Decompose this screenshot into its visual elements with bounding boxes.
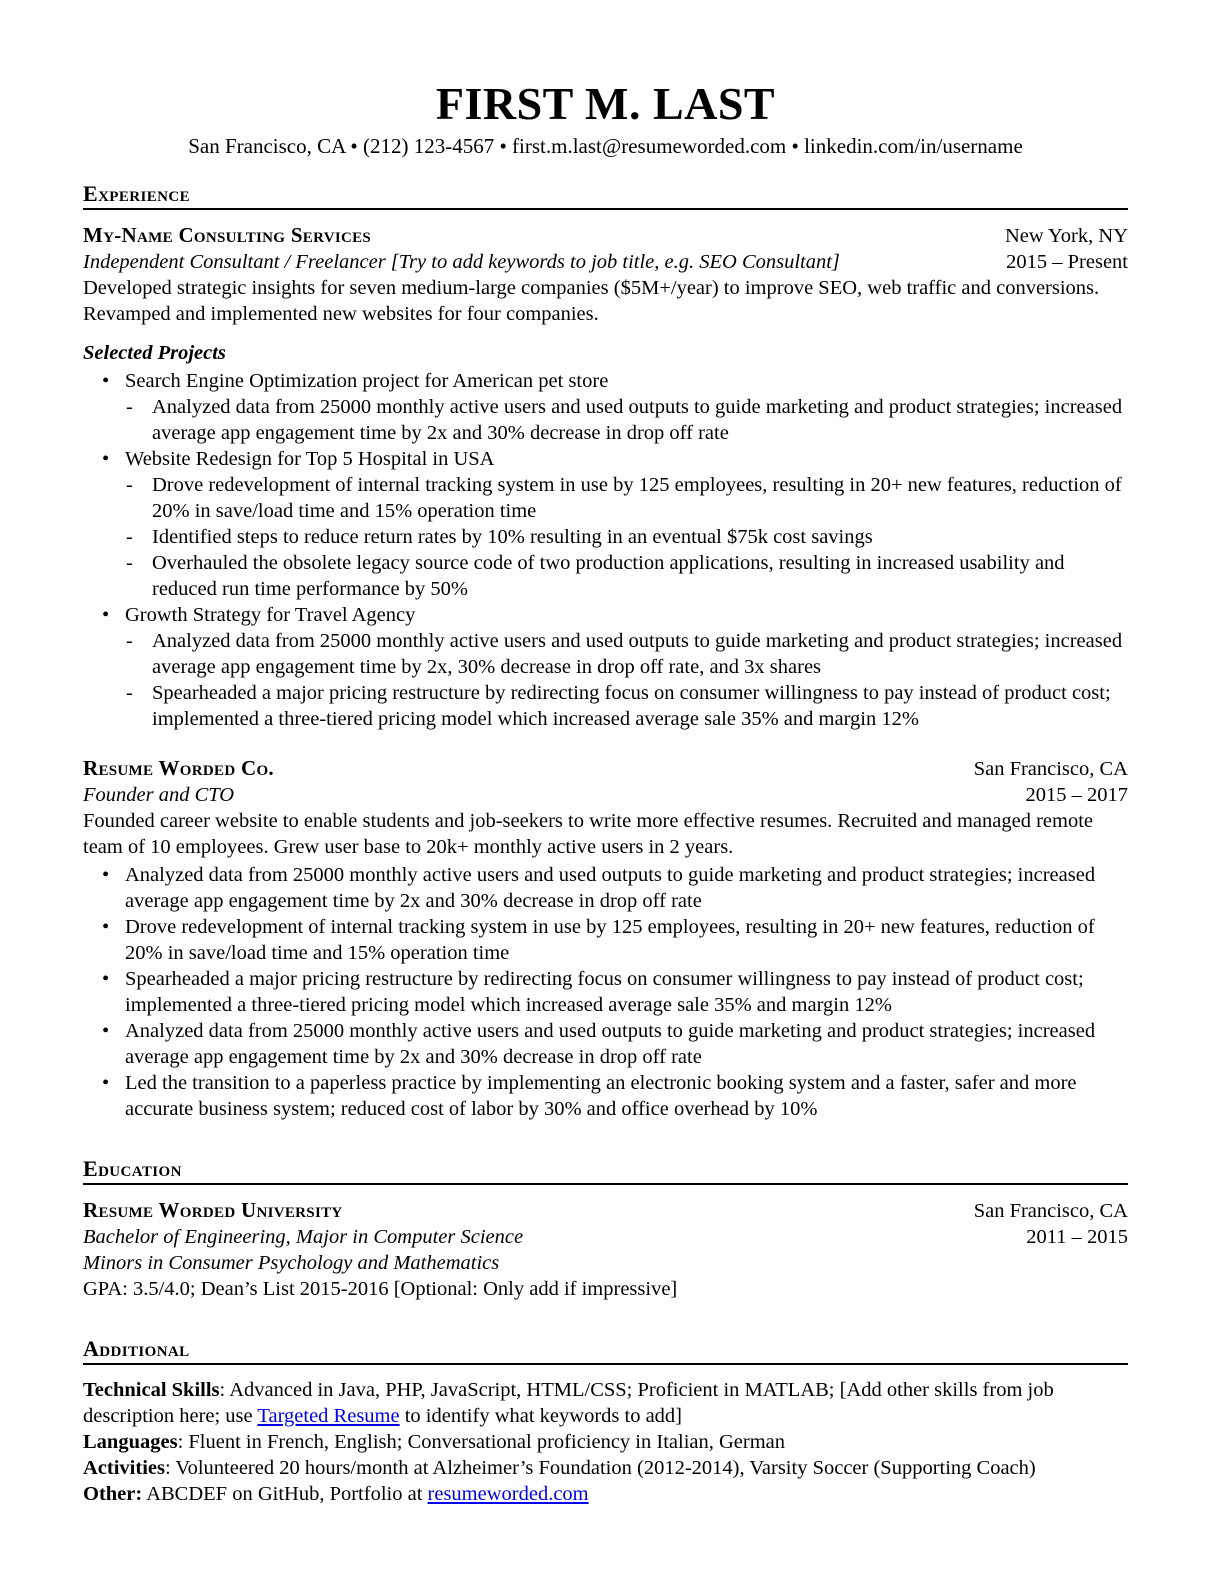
school-name: Resume Worded University bbox=[83, 1198, 343, 1222]
education-dates: 2011 – 2015 bbox=[1026, 1226, 1128, 1248]
bullet-item: • Analyzed data from 25000 monthly active users and used outputs to guide marketing and product strategies; increased average app engagement time by 2x and 30% decrease in drop off rate bbox=[83, 862, 1128, 914]
school-location: San Francisco, CA bbox=[973, 1200, 1128, 1222]
project-details bbox=[125, 628, 1128, 732]
person-name: FIRST M. LAST bbox=[435, 78, 776, 129]
project-item bbox=[83, 368, 1128, 446]
activities-line bbox=[83, 1455, 1128, 1481]
job-title-row bbox=[83, 782, 1128, 808]
languages-line bbox=[83, 1429, 1128, 1455]
project-details bbox=[125, 394, 1128, 446]
detail-item: - Overhauled the obsolete legacy source code of two production applications, resulting in increased usability and reduced run time performance by 50% bbox=[125, 550, 1128, 602]
project-title: • Search Engine Optimization project for American pet store bbox=[125, 370, 609, 392]
job-location: New York, NY bbox=[1004, 225, 1128, 247]
job-bullets bbox=[83, 862, 1128, 1122]
experience-section bbox=[83, 181, 1128, 1122]
project-title: • Growth Strategy for Travel Agency bbox=[125, 604, 416, 626]
degree: Bachelor of Engineering, Major in Computer Science bbox=[83, 1226, 524, 1248]
school-row bbox=[83, 1197, 1128, 1224]
job-dates: 2015 – Present bbox=[1006, 251, 1128, 273]
activities-text: : Volunteered 20 hours/month at Alzheimer’s Foundation (2012-2014), Varsity Soccer (Supporting Coach) bbox=[164, 1457, 1036, 1479]
job-entry-resume-worded bbox=[83, 755, 1128, 1122]
other-label: Other: bbox=[83, 1483, 143, 1505]
job-summary: Developed strategic insights for seven medium-large companies ($5M+/year) to improve SEO, web traffic and conversions. Revamped and implemented new websites for four companies. bbox=[83, 277, 1100, 325]
additional-heading: Additional bbox=[83, 1336, 1128, 1365]
degree-row bbox=[83, 1224, 1128, 1250]
project-item bbox=[83, 446, 1128, 602]
detail-item: - Analyzed data from 25000 monthly active users and used outputs to guide marketing and product strategies; increased average app engagement time by 2x, 30% decrease in drop off rate, and 3x shares bbox=[125, 628, 1128, 680]
job-location: San Francisco, CA bbox=[973, 758, 1128, 780]
languages-text: : Fluent in French, English; Conversational proficiency in Italian, German bbox=[177, 1431, 786, 1453]
company-name: Resume Worded Co. bbox=[83, 756, 274, 780]
job-title: Founder and CTO bbox=[83, 784, 235, 806]
bullet-item: • Analyzed data from 25000 monthly active users and used outputs to guide marketing and product strategies; increased average app engagement time by 2x and 30% decrease in drop off rate bbox=[83, 1018, 1128, 1070]
experience-heading: Experience bbox=[83, 181, 1128, 210]
job-company-row bbox=[83, 222, 1128, 249]
other-text: ABCDEF on GitHub, Portfolio at bbox=[142, 1483, 428, 1505]
detail-item: - Analyzed data from 25000 monthly active users and used outputs to guide marketing and product strategies; increased average app engagement time by 2x and 30% decrease in drop off rate bbox=[125, 394, 1128, 446]
contact-line: San Francisco, CA • (212) 123-4567 • first.m.last@resumeworded.com • linkedin.com/in/username bbox=[188, 134, 1023, 158]
minors: Minors in Consumer Psychology and Mathematics bbox=[83, 1252, 500, 1274]
activities-label: Activities bbox=[83, 1457, 165, 1479]
selected-projects-heading: Selected Projects bbox=[83, 342, 226, 364]
education-section bbox=[83, 1156, 1128, 1302]
job-summary: Founded career website to enable students and job-seekers to write more effective resumes. Recruited and managed remote team of 10 employees. Grew user base to 20k+ monthly active users in 2 years. bbox=[83, 810, 1094, 858]
languages-label: Languages bbox=[83, 1431, 178, 1453]
technical-skills-line bbox=[83, 1377, 1128, 1429]
detail-item: - Identified steps to reduce return rates by 10% resulting in an eventual $75k cost savings bbox=[125, 524, 1128, 550]
education-heading: Education bbox=[83, 1156, 1128, 1185]
job-dates: 2015 – 2017 bbox=[1025, 784, 1128, 806]
project-title: • Website Redesign for Top 5 Hospital in USA bbox=[125, 448, 495, 470]
bullet-item: • Spearheaded a major pricing restructure by redirecting focus on consumer willingness to pay instead of product cost; implemented a three-tiered pricing model which increased average sale 35% and margin 12% bbox=[83, 966, 1128, 1018]
bullet-item: • Led the transition to a paperless practice by implementing an electronic booking system and a faster, safer and more accurate business system; reduced cost of labor by 30% and office overhead by 10% bbox=[83, 1070, 1128, 1122]
job-entry-consulting bbox=[83, 222, 1128, 732]
technical-skills-text-after: to identify what keywords to add] bbox=[399, 1405, 682, 1427]
project-details bbox=[125, 472, 1128, 602]
gpa-line: GPA: 3.5/4.0; Dean’s List 2015-2016 [Optional: Only add if impressive] bbox=[83, 1278, 678, 1300]
detail-item: - Spearheaded a major pricing restructure by redirecting focus on consumer willingness to pay instead of product cost; implemented a three-tiered pricing model which increased average sale 35% and margin 12% bbox=[125, 680, 1128, 732]
company-name: My-Name Consulting Services bbox=[83, 223, 372, 247]
technical-skills-label: Technical Skills bbox=[83, 1379, 220, 1401]
job-title: Independent Consultant / Freelancer [Try to add keywords to job title, e.g. SEO Consultant] bbox=[83, 251, 840, 273]
targeted-resume-link[interactable]: Targeted Resume bbox=[257, 1405, 400, 1427]
projects-list bbox=[83, 368, 1128, 732]
additional-section bbox=[83, 1336, 1128, 1507]
resumeworded-link[interactable]: resumeworded.com bbox=[427, 1483, 589, 1505]
technical-skills-text: : Advanced in Java, PHP, JavaScript, HTML/CSS; Proficient in MATLAB; [Add other skills from job description here; use bbox=[83, 1379, 1054, 1427]
job-title-row bbox=[83, 249, 1128, 275]
other-line bbox=[83, 1481, 1128, 1507]
project-item bbox=[83, 602, 1128, 732]
detail-item: - Drove redevelopment of internal tracking system in use by 125 employees, resulting in 20+ new features, reduction of 20% in save/load time and 15% operation time bbox=[125, 472, 1128, 524]
job-company-row bbox=[83, 755, 1128, 782]
bullet-item: • Drove redevelopment of internal tracking system in use by 125 employees, resulting in 20+ new features, reduction of 20% in save/load time and 15% operation time bbox=[83, 914, 1128, 966]
